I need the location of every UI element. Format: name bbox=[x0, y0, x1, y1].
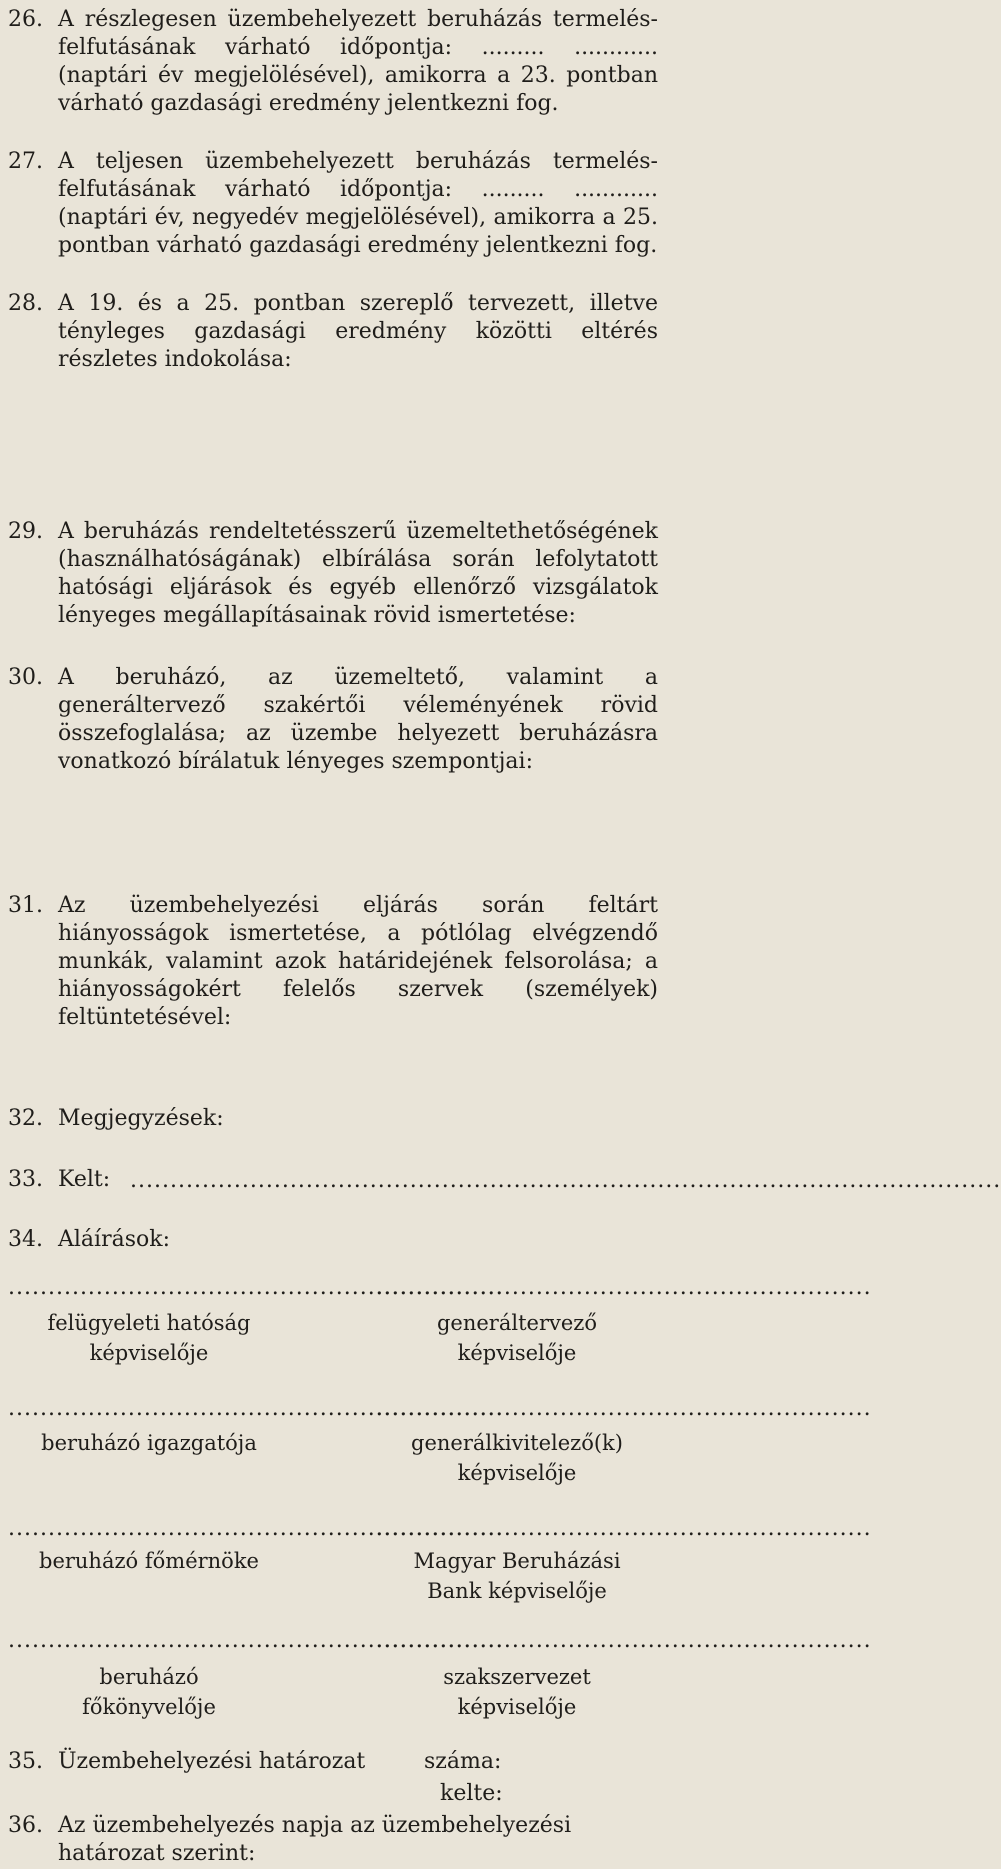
signature-role-right: generáltervező képviselője bbox=[436, 1311, 597, 1365]
signature-role-right: szakszervezet képviselője bbox=[443, 1665, 591, 1719]
signature-line-right: .............................................................. bbox=[376, 1396, 872, 1421]
item-number: 31. bbox=[8, 893, 43, 918]
resolution-date-label: kelte: bbox=[440, 1781, 503, 1806]
item-text: Üzembehelyezési határozat bbox=[58, 1749, 366, 1774]
item-text: Kelt: bbox=[58, 1167, 111, 1192]
item-text: Az üzembehelyezés napja az üzembehelyezési határozat szerint: bbox=[58, 1813, 572, 1866]
item-number: 35. bbox=[8, 1749, 43, 1774]
item-text: Megjegyzések: bbox=[58, 1106, 224, 1131]
item-text: Aláírások: bbox=[58, 1227, 170, 1252]
signature-role-left: beruházó igazgatója bbox=[41, 1431, 257, 1455]
item-number: 27. bbox=[8, 149, 43, 174]
signature-role-left: beruházó főkönyvelője bbox=[82, 1665, 216, 1719]
signature-role-left: beruházó főmérnöke bbox=[39, 1549, 259, 1573]
signature-role-right: generálkivitelező(k) képviselője bbox=[411, 1431, 623, 1485]
item-text: Az üzembehelyezési eljárás során feltárt hiányosságok ismertetése, a pótlólag elvégzendő munkák, valamint azok határidejének felsorolása; a hiányosságokért felelős szervek (személyek) feltüntetésével: bbox=[58, 893, 658, 1030]
item-text: A teljesen üzembehelyezett beruházás termelés-felfutásának várható időpontja: ......... ............ (naptári év, negyedév megjelölésével), amikorra a 25. pontban várható gazdasági eredmény jelentkezni fog. bbox=[58, 149, 658, 258]
item-number: 34. bbox=[8, 1227, 43, 1252]
signature-line-right: .............................................................. bbox=[376, 1275, 872, 1300]
signature-line-right: .............................................................. bbox=[376, 1516, 872, 1541]
signature-line-left: .............................................................. bbox=[8, 1275, 504, 1300]
date-fill-line: ............................................................................................................. bbox=[130, 1168, 1001, 1193]
item-number: 32. bbox=[8, 1106, 43, 1131]
signature-line-right: .............................................................. bbox=[376, 1628, 872, 1653]
signature-line-left: .............................................................. bbox=[8, 1628, 504, 1653]
item-number: 29. bbox=[8, 519, 43, 544]
item-number: 36. bbox=[8, 1813, 43, 1838]
signature-role-right: Magyar Beruházási Bank képviselője bbox=[413, 1549, 621, 1603]
item-number: 33. bbox=[8, 1167, 43, 1192]
resolution-number-label: száma: bbox=[424, 1749, 502, 1774]
item-number: 30. bbox=[8, 665, 43, 690]
item-text: A beruházó, az üzemeltető, valamint a generáltervező szakértői véleményének rövid összefoglalása; az üzembe helyezett beruházásra vonatkozó bírálatuk lényeges szempontjai: bbox=[58, 665, 658, 774]
item-text: A beruházás rendeltetésszerű üzemeltethetőségének (használhatóságának) elbírálása során lefolytatott hatósági eljárások és egyéb ellenőrző vizsgálatok lényeges megállapításainak rövid ismertetése: bbox=[58, 519, 658, 628]
item-text: A 19. és a 25. pontban szereplő tervezett, illetve tényleges gazdasági eredmény közötti eltérés részletes indokolása: bbox=[58, 291, 658, 372]
item-number: 26. bbox=[8, 7, 43, 32]
signature-role-left: felügyeleti hatóság képviselője bbox=[47, 1311, 251, 1365]
item-number: 28. bbox=[8, 291, 43, 316]
signature-line-left: .............................................................. bbox=[8, 1396, 504, 1421]
item-text: A részlegesen üzembehelyezett beruházás termelés-felfutásának várható időpontja: ......... ............ (naptári év megjelölésével), amikorra a 23. pontban várható gazdasági eredmény jelentkezni fog. bbox=[58, 7, 658, 116]
signature-line-left: .............................................................. bbox=[8, 1516, 504, 1541]
